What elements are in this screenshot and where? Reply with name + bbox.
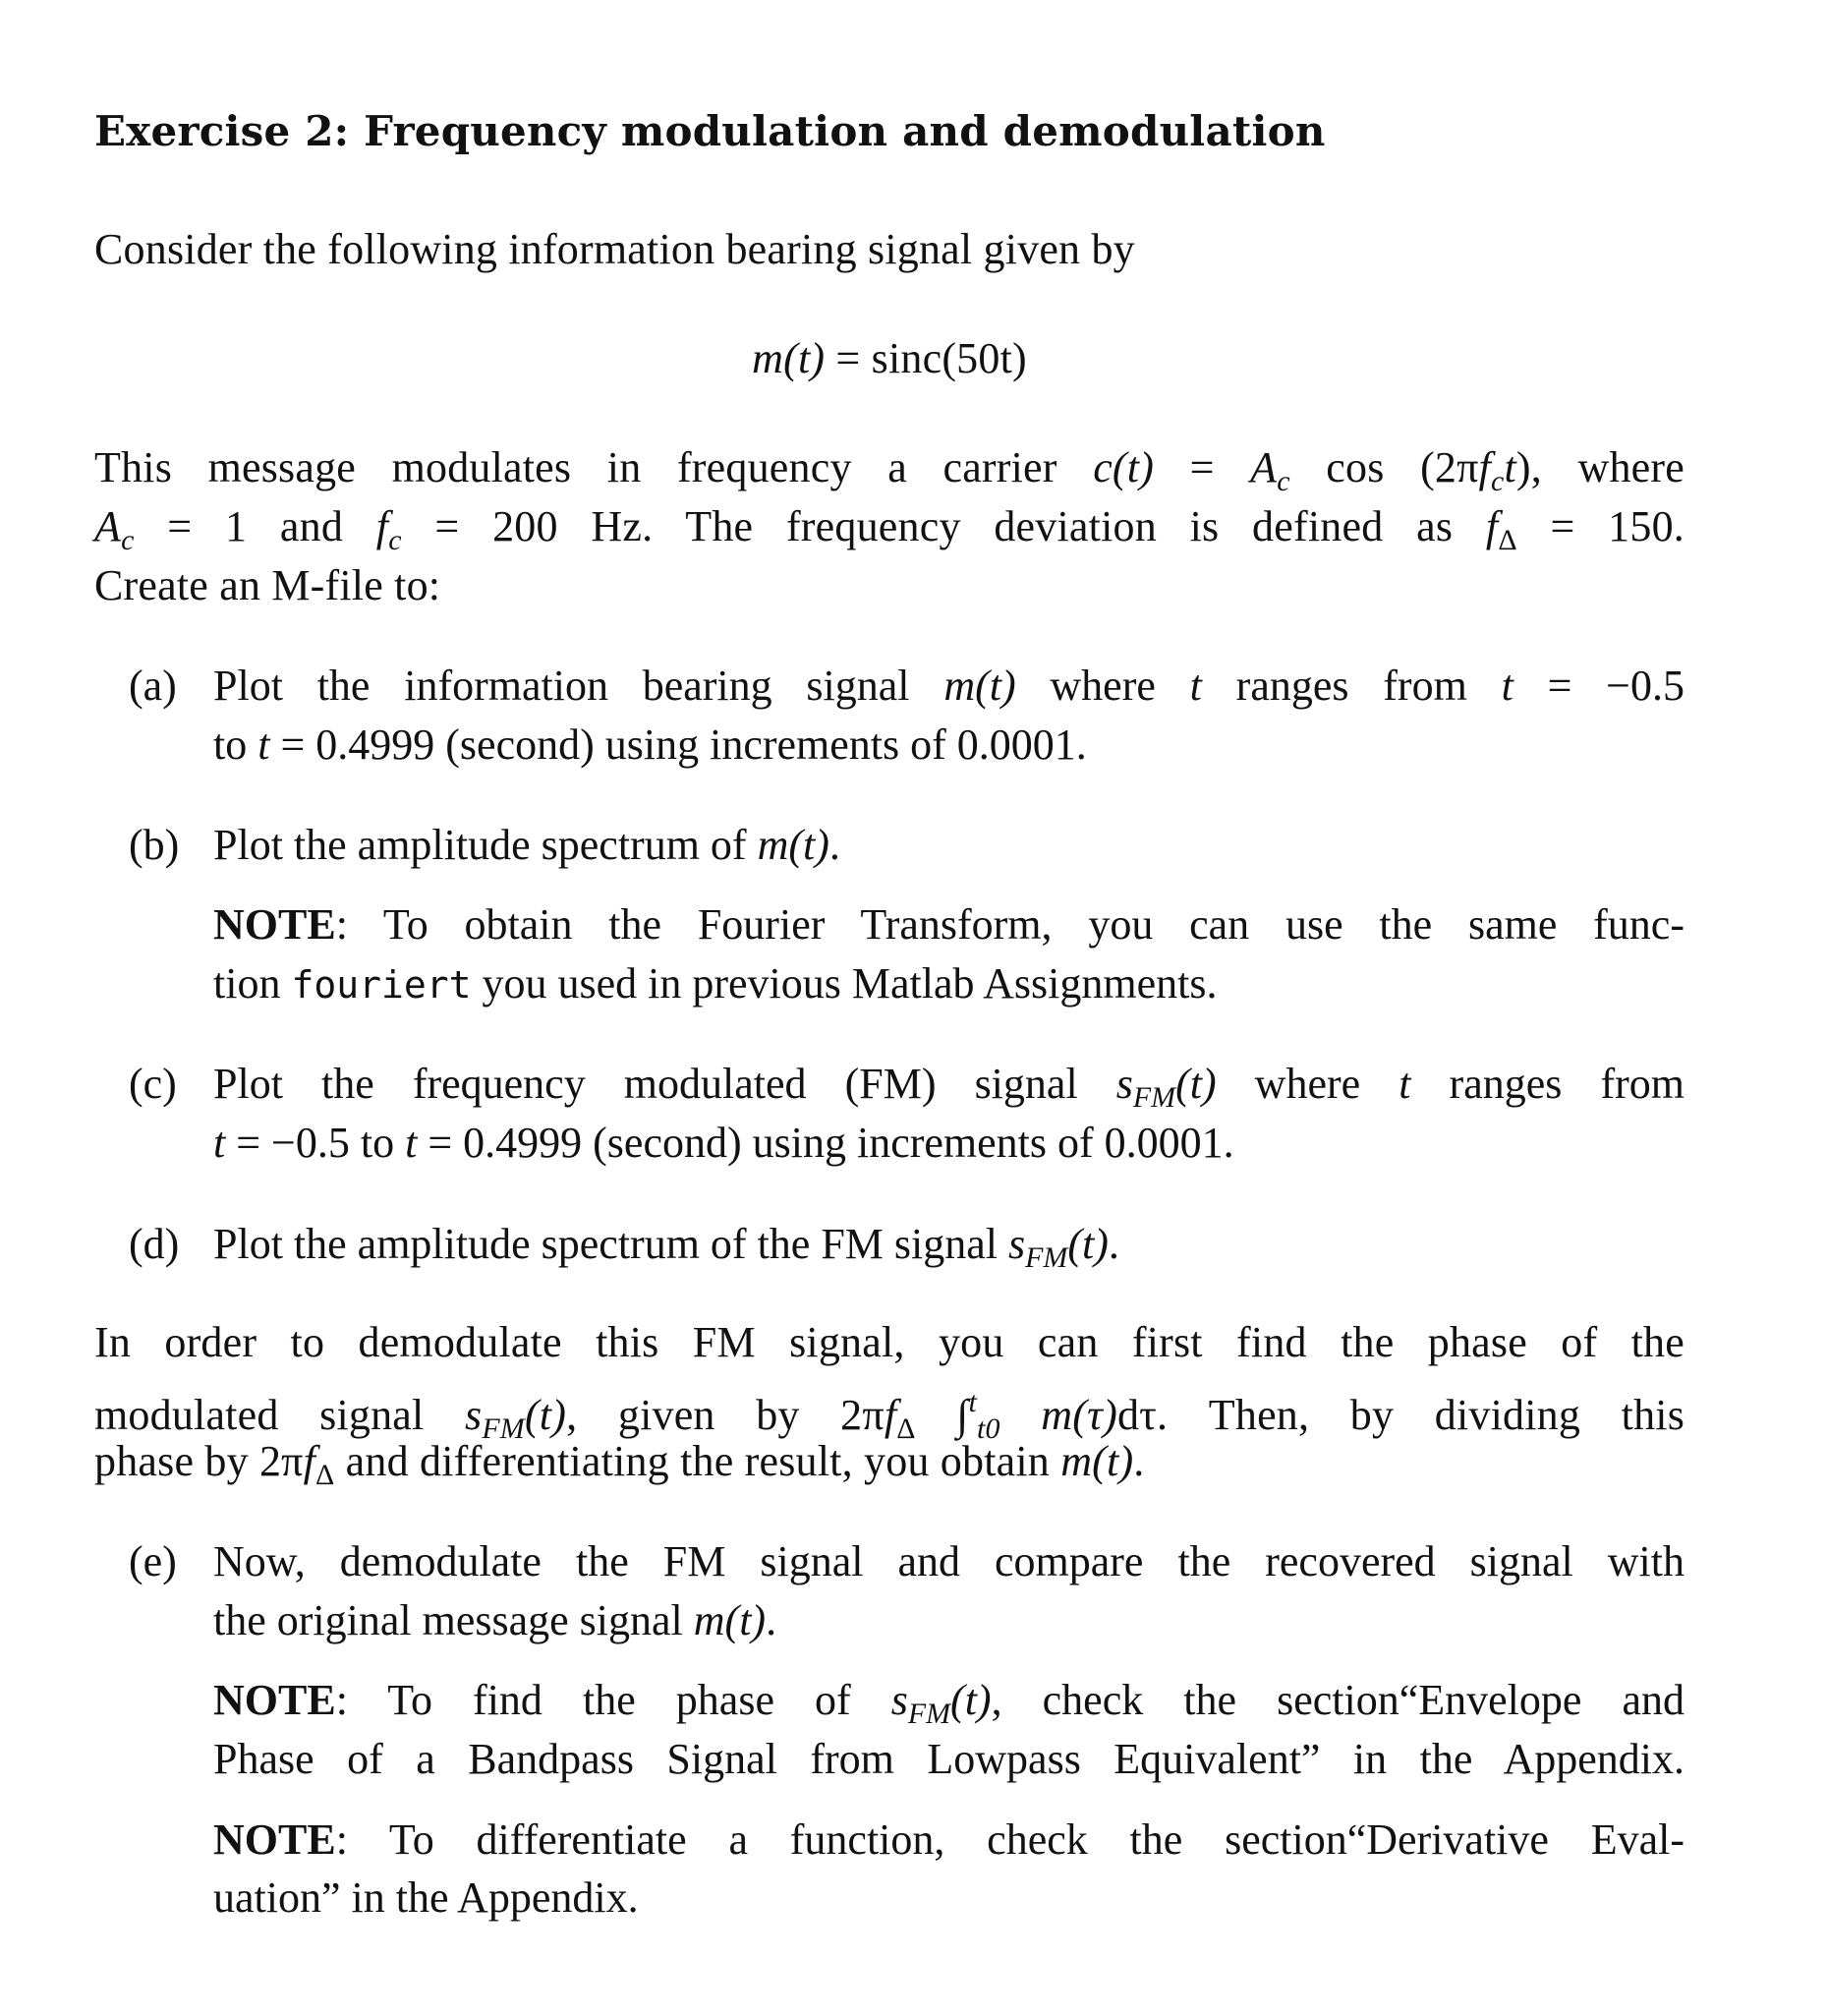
subscript: Δ <box>1498 523 1517 556</box>
paragraph2-line1: In order to demodulate this FM signal, you can first find the phase of the <box>94 1318 1684 1366</box>
text: Plot the amplitude spectrum of the FM signal <box>213 1220 1009 1268</box>
fm-signal-symbol: s <box>890 1676 908 1724</box>
subscript: c <box>1490 464 1505 497</box>
code-fouriert: fouriert <box>291 963 472 1007</box>
text: = 0.4999 (second) using increments of 0.0001. <box>417 1119 1234 1167</box>
subscript: FM <box>1132 1080 1176 1114</box>
text: where <box>1015 662 1190 710</box>
subscript: FM <box>1025 1240 1068 1274</box>
freq-dev-symbol: f <box>884 1390 897 1439</box>
text: ranges from <box>1410 1060 1684 1108</box>
text: where <box>1216 1060 1399 1108</box>
message-symbol: m(t) <box>1060 1437 1134 1485</box>
time-symbol: t <box>213 1119 226 1167</box>
text: = −0.5 <box>1513 662 1684 710</box>
item-label: (d) <box>129 1220 180 1268</box>
text: phase by 2π <box>94 1437 304 1485</box>
subscript: FM <box>482 1411 525 1445</box>
time-arg: (t) <box>1067 1220 1109 1268</box>
subscript: Δ <box>315 1458 335 1491</box>
item-b-note-line1 <box>213 895 1684 954</box>
item-label: (b) <box>129 821 180 869</box>
text: . <box>1133 1437 1145 1485</box>
item-label: (a) <box>129 662 177 710</box>
time-symbol: t <box>405 1119 418 1167</box>
item-b-line1 <box>213 816 1684 875</box>
freq-dev-symbol: f <box>1485 502 1499 550</box>
time-arg: (t) <box>950 1676 992 1724</box>
message-symbol: m(τ) <box>999 1390 1117 1439</box>
message-symbol: m(t) <box>943 662 1016 710</box>
freq-symbol: f <box>375 502 389 550</box>
equation-equals: = <box>825 334 872 382</box>
paragraph2-line3 <box>94 1432 1145 1505</box>
subscript: c <box>388 523 402 556</box>
time-symbol: t <box>1399 1060 1411 1108</box>
text: dτ. Then, by dividing this <box>1116 1390 1685 1439</box>
text: = −0.5 to <box>225 1119 406 1167</box>
note-label: NOTE <box>213 900 336 949</box>
fm-signal-symbol: s <box>1115 1060 1133 1108</box>
integral-lower-limit: t0 <box>977 1411 1000 1445</box>
intro-text: Consider the following information bearing signal given by <box>94 225 1135 273</box>
text: ), where <box>1515 443 1684 491</box>
equation-lhs: m(t) <box>752 334 826 382</box>
text: Plot the frequency modulated (FM) signal <box>213 1060 1116 1108</box>
carrier-symbol: c(t) <box>1093 443 1155 491</box>
fm-signal-symbol: s <box>465 1390 483 1439</box>
amplitude-symbol: A <box>94 502 122 550</box>
text: modulated signal <box>94 1390 466 1439</box>
freq-dev-symbol: f <box>303 1437 316 1485</box>
text: This message modulates in frequency a carrier <box>94 443 1094 491</box>
text: = <box>1154 443 1251 491</box>
note-label: NOTE <box>213 1676 336 1724</box>
integral-sign: ∫ <box>915 1390 969 1439</box>
text: ranges from <box>1201 662 1502 710</box>
text: . <box>766 1596 777 1644</box>
message-symbol: m(t) <box>693 1596 767 1644</box>
subscript: c <box>1277 464 1290 497</box>
item-e-line1: Now, demodulate the FM signal and compare the recovered signal with <box>213 1537 1684 1585</box>
text: and differentiating the result, you obtain <box>334 1437 1061 1485</box>
item-label: (c) <box>129 1060 177 1108</box>
time-symbol: t <box>1504 443 1516 491</box>
text: Plot the amplitude spectrum of <box>213 821 758 869</box>
time-arg: (t) <box>524 1390 567 1439</box>
fm-signal-symbol: s <box>1008 1220 1026 1268</box>
time-symbol: t <box>1189 662 1202 710</box>
text: cos (2π <box>1289 443 1479 491</box>
text: = 200 Hz. The frequency deviation is defined as <box>401 502 1486 550</box>
exercise-title: Exercise 2: Frequency modulation and demodulation <box>94 107 1326 155</box>
text: . <box>1108 1220 1119 1268</box>
text: Plot the information bearing signal <box>213 662 944 710</box>
time-symbol: t <box>1501 662 1513 710</box>
item-d-line1 <box>213 1215 1684 1288</box>
time-arg: (t) <box>1175 1060 1217 1108</box>
equation-rhs: sinc(50t) <box>871 334 1027 382</box>
item-e-note1-line2: Phase of a Bandpass Signal from Lowpass Equivalent” in the Appendix. <box>213 1735 1684 1783</box>
text: : To differentiate a function, check the section“Derivative Eval- <box>335 1815 1684 1864</box>
text: tion <box>213 959 292 1008</box>
text: you used in previous Matlab Assignments. <box>471 959 1218 1008</box>
text: : To obtain the Fourier Transform, you can use the same func- <box>335 900 1684 949</box>
item-c-line2 <box>213 1114 1684 1173</box>
text: . <box>828 821 840 869</box>
subscript: c <box>121 523 135 556</box>
item-e-note2-line2: uation” in the Appendix. <box>213 1873 639 1922</box>
amplitude-symbol: A <box>1250 443 1278 491</box>
item-b-note-line2 <box>213 954 1684 1014</box>
item-a-line1 <box>213 657 1684 716</box>
item-label: (e) <box>129 1537 177 1585</box>
freq-symbol: f <box>1478 443 1491 491</box>
text: the original message signal <box>213 1596 694 1644</box>
paragraph1-line3: Create an M-file to: <box>94 561 441 609</box>
subscript: FM <box>907 1697 951 1730</box>
item-e-note2-line1 <box>213 1811 1684 1870</box>
time-symbol: t <box>257 720 270 769</box>
text: to <box>213 720 258 769</box>
item-a-line2 <box>213 716 1684 775</box>
text: , check the section“Envelope and <box>991 1676 1684 1724</box>
text: , given by 2π <box>566 1390 885 1439</box>
text: = 0.4999 (second) using increments of 0.0001. <box>269 720 1087 769</box>
text: : To find the phase of <box>335 1676 891 1724</box>
item-e-line2 <box>213 1591 1684 1650</box>
text: = 1 and <box>134 502 376 550</box>
subscript: Δ <box>896 1411 916 1445</box>
message-symbol: m(t) <box>757 821 829 869</box>
equation-message-signal <box>94 329 1684 388</box>
text: = 150. <box>1516 502 1684 550</box>
integral-upper-limit: t <box>968 1386 978 1418</box>
note-label: NOTE <box>213 1815 336 1864</box>
